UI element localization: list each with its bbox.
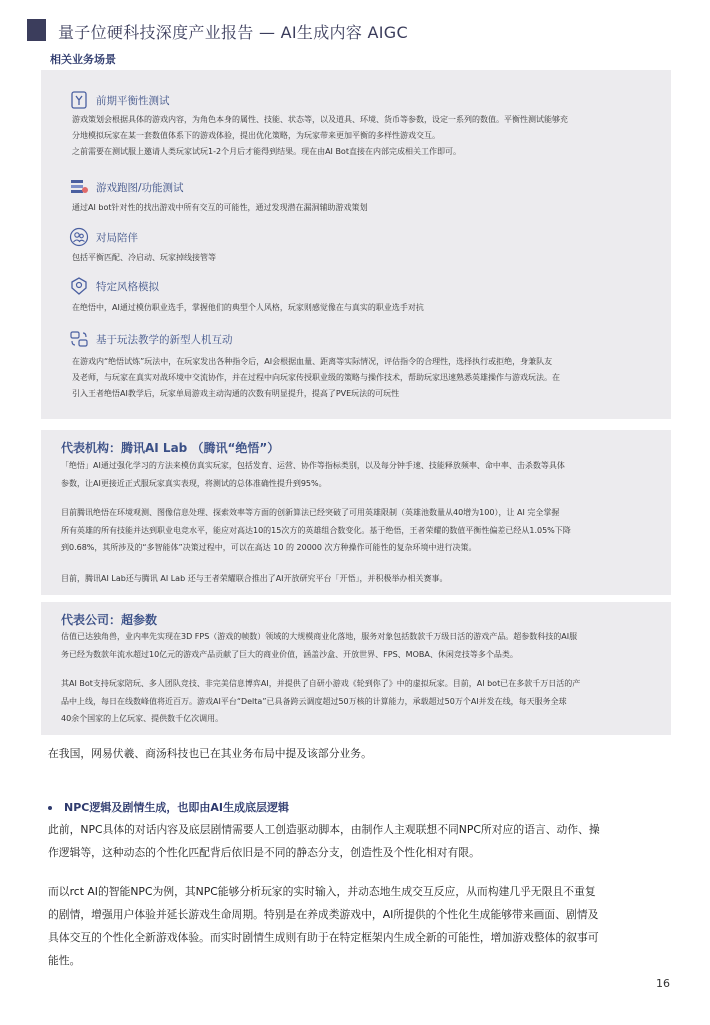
bullet-heading: NPC逻辑及剧情生成，也即由AI生成底层逻辑 [48,799,289,815]
panel-heading: 代表公司：超参数 [61,613,158,627]
balance-test-icon [69,90,89,110]
scene-description: 在游戏内“绝悟试炼”玩法中，在玩家发出各种指令后，AI会根据血量、距离等实际情况，评估指令的合理性，选择执行或拒绝，身兼队友 及老师，与玩家在真实对战环境中交流协作，并在过程中向玩家传授职业级的策略与操作技术，帮助玩家迅速熟悉英雄操作与游戏玩法。在 引入王者绝悟AI教学后，玩家单局游戏主动沟通的次数有明显提升，提高了PVE玩法的可玩性 [72,357,560,398]
representative-institution-panel [41,430,671,595]
panel-heading: 代表机构：腾讯AI Lab （腾讯“绝悟”） [61,441,280,455]
scene-description: 包括平衡匹配、冷启动、玩家掉线接管等 [72,253,216,262]
scene-description: 在绝悟中，AI通过模仿职业选手，掌握他们的典型个人风格，玩家则感觉像在与真实的职业选手对抗 [72,303,424,312]
scene-title: 游戏跑图/功能测试 [96,181,184,194]
scene-description: 通过AI bot针对性的找出游戏中所有交互的可能性，通过发现潜在漏洞辅助游戏策划 [72,203,368,212]
section-label: 相关业务场景 [50,53,116,66]
scene-title: 前期平衡性测试 [96,94,170,107]
scene-description: 游戏策划会根据具体的游戏内容，为角色本身的属性、技能、状态等，以及道具、环境、货币等参数，设定一系列的数值。平衡性测试能够充 分地模拟玩家在某一套数值体系下的游戏体验，提出优化策略，为玩家带来更加平衡的多样性游戏交互。 之前需要在测试服上邀请人类玩家试玩1-2个月后才能得到结果。现在由AI Bot直接在内部完成相关工作即可。 [72,115,568,156]
report-title: 量子位硬科技深度产业报告 — AI生成内容 AIGC [58,23,408,42]
panel-paragraph: 「绝悟」AI通过强化学习的方法来模仿真实玩家，包括发育、运营、协作等指标类别，以及每分钟手速、技能释放频率、命中率、击杀数等具体 参数，让AI更接近正式服玩家真实表现，将测试的总体准确性提升到95%。 [61,461,565,488]
panel-paragraph: 目前，腾讯AI Lab还与腾讯 AI Lab 还与王者荣耀联合推出了AI开放研究平台「开悟」，并积极举办相关赛事。 [61,574,448,583]
panel-paragraph: 目前腾讯绝悟在环境观测、图像信息处理、探索效率等方面的创新算法已经突破了可用英雄限制（英雄池数量从40增为100），让 AI 完全掌握 所有英雄的所有技能并达到职业电竞水平，能应对高达10的15次方的英雄组合数变化。基于绝悟，王者荣耀的数值平衡性偏差已经从1.05%下降 到0.68%，其所涉及的“多智能体”决策过程中，可以在高达 10 的 20000 次方种操作可能性的复杂环境中进行决策。 [61,508,571,552]
body-paragraph: 此前，NPC具体的对话内容及底层剧情需要人工创造驱动脚本，由制作人主观联想不同NPC所对应的语言、动作、操 作逻辑等，这种动态的个性化匹配背后依旧是不同的静态分支，创造性及个性化相对有限。 [48,823,600,859]
map-test-icon [69,177,89,197]
bullet-dot [48,806,52,810]
page-number: 16 [656,977,670,990]
body-paragraph: 在我国，网易伏羲、商汤科技也已在其业务布局中提及该部分业务。 [48,747,372,760]
business-scenes-panel [41,70,671,419]
interaction-icon [69,329,89,349]
style-icon [69,276,89,296]
representative-company-panel [41,602,671,735]
scene-title: 对局陪伴 [96,231,138,244]
companion-icon [69,227,89,247]
header-accent-bar [27,19,46,41]
panel-paragraph: 估值已达独角兽，业内率先实现在3D FPS（游戏的帧数）领域的大规模商业化落地，服务对象包括数款千万级日活的游戏产品。超参数科技的AI服 务已经为数款年流水超过10亿元的游戏产品贡献了巨大的商业价值，涵盖沙盒、开放世界、FPS、MOBA、休闲竞技等多个品类。 [61,632,578,659]
panel-paragraph: 其AI Bot支持玩家陪玩、多人团队竞技、非完美信息博弈AI，并提供了自研小游戏《轮到你了》中的虚拟玩家。目前，AI bot已在多款千万日活的产 品中上线，每日在线数峰值将近百万。游戏AI平台“Delta”已具备跨云调度超过50万核的计算能力，承载超过50万个AI并发在线，每天服务全球 40余个国家的上亿玩家、提供数千亿次调用。 [61,679,581,723]
scene-title: 特定风格模拟 [96,280,159,293]
body-paragraph: 而以rct AI的智能NPC为例，其NPC能够分析玩家的实时输入，并动态地生成交互反应，从而构建几乎无限且不重复 的剧情，增强用户体验并延长游戏生命周期。特别是在养成类游戏中，AI所提供的个性化生成能够带来画面、剧情及 具体交互的个性化全新游戏体验。而实时剧情生成则有助于在特定框架内生成全新的可能性，增加游戏整体的叙事可 能性。 [48,885,599,967]
scene-title: 基于玩法教学的新型人机互动 [96,333,233,346]
